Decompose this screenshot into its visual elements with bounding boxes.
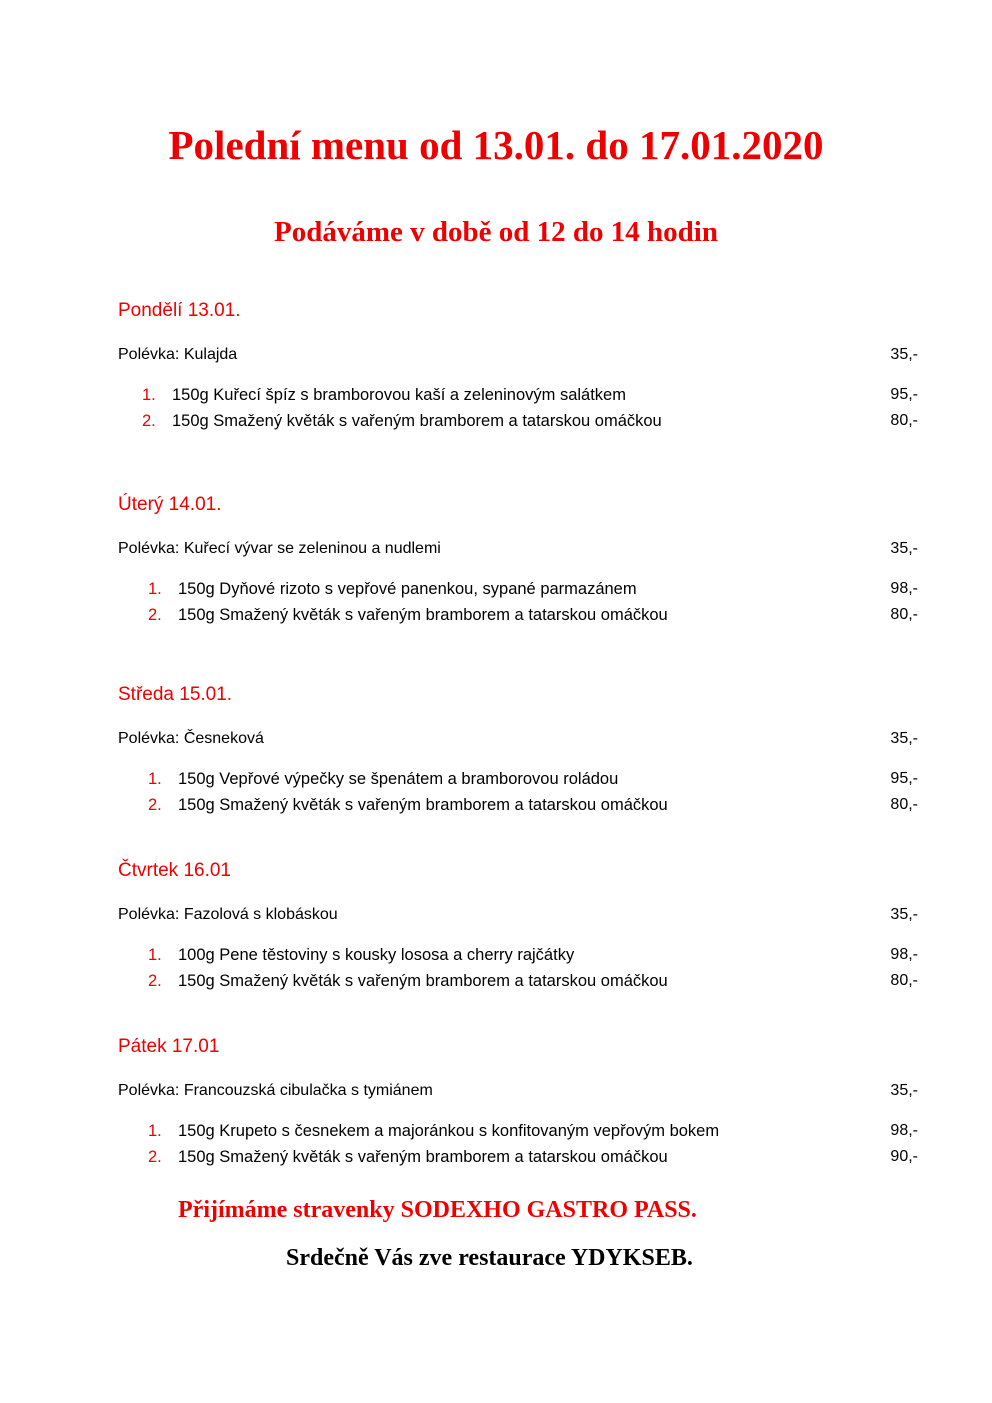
- meal-price: 95,-: [890, 386, 918, 403]
- meal-item: [118, 942, 918, 968]
- soup-row: [118, 538, 918, 560]
- meal-number: 2.: [148, 972, 162, 990]
- meal-price: 80,-: [890, 606, 918, 623]
- meal-text: 150g Smažený květák s vařeným bramborem a tatarskou omáčkou: [178, 606, 668, 624]
- meal-text: 150g Smažený květák s vařeným bramborem a tatarskou omáčkou: [178, 796, 668, 814]
- meal-list: [118, 576, 918, 628]
- meal-item: [118, 576, 918, 602]
- day-wednesday: [118, 682, 918, 818]
- meal-number: 1.: [148, 770, 162, 788]
- page-title: Polední menu od 13.01. do 17.01.2020: [168, 122, 824, 168]
- day-monday: [118, 298, 918, 434]
- meal-number: 1.: [148, 580, 162, 598]
- meal-item: [118, 792, 918, 818]
- meal-text: 150g Smažený květák s vařeným bramborem a tatarskou omáčkou: [172, 412, 662, 430]
- meal-text: 150g Krupeto s česnekem a majoránkou s konfitovaným vepřovým bokem: [178, 1122, 720, 1140]
- soup-text: Polévka: Francouzská cibulačka s tymiánem: [118, 1082, 433, 1099]
- meal-item: [118, 766, 918, 792]
- meal-text: 150g Kuřecí špíz s bramborovou kaší a zeleninovým salátkem: [172, 386, 626, 404]
- soup-row: [118, 344, 918, 366]
- meal-list: [118, 1118, 918, 1170]
- meal-list: [118, 766, 918, 818]
- meal-text: 150g Smažený květák s vařeným bramborem a tatarskou omáčkou: [178, 1148, 668, 1166]
- meal-item: [118, 602, 918, 628]
- day-title: Úterý 14.01.: [118, 494, 222, 515]
- meal-number: 2.: [148, 606, 162, 624]
- day-friday: [118, 1034, 918, 1170]
- meal-price: 80,-: [890, 796, 918, 813]
- meal-list: [118, 382, 918, 434]
- day-title: Pondělí 13.01.: [118, 300, 241, 321]
- soup-row: [118, 728, 918, 750]
- soup-text: Polévka: Fazolová s klobáskou: [118, 906, 338, 923]
- meal-item: [118, 408, 918, 434]
- meal-text: 100g Pene těstoviny s kousky lososa a cherry rajčátky: [178, 946, 575, 964]
- meal-item: [118, 1118, 918, 1144]
- meal-item: [118, 968, 918, 994]
- meal-item: [118, 1144, 918, 1170]
- meal-item: [118, 382, 918, 408]
- meal-text: 150g Smažený květák s vařeným bramborem a tatarskou omáčkou: [178, 972, 668, 990]
- meal-number: 2.: [148, 1148, 162, 1166]
- meal-text: 150g Dyňové rizoto s vepřové panenkou, sypané parmazánem: [178, 580, 637, 598]
- soup-text: Polévka: Kulajda: [118, 346, 238, 363]
- soup-price: 35,-: [890, 346, 918, 363]
- day-thursday: [118, 858, 918, 994]
- soup-text: Polévka: Česneková: [118, 730, 264, 747]
- meal-list: [118, 942, 918, 994]
- meal-number: 1.: [148, 946, 162, 964]
- day-title: Pátek 17.01: [118, 1036, 220, 1057]
- meal-number: 1.: [142, 386, 156, 404]
- meal-price: 98,-: [890, 1122, 918, 1139]
- soup-row: [118, 1080, 918, 1102]
- voucher-text: Přijímáme stravenky SODEXHO GASTRO PASS.: [178, 1197, 697, 1223]
- meal-text: 150g Vepřové výpečky se špenátem a bramborovou roládou: [178, 770, 619, 788]
- meal-price: 90,-: [890, 1148, 918, 1165]
- soup-row: [118, 904, 918, 926]
- meal-price: 98,-: [890, 580, 918, 597]
- soup-price: 35,-: [890, 730, 918, 747]
- meal-number: 2.: [142, 412, 156, 430]
- soup-price: 35,-: [890, 1082, 918, 1099]
- meal-number: 1.: [148, 1122, 162, 1140]
- day-title: Středa 15.01.: [118, 684, 233, 705]
- meal-price: 98,-: [890, 946, 918, 963]
- meal-price: 95,-: [890, 770, 918, 787]
- meal-price: 80,-: [890, 972, 918, 989]
- day-title: Čtvrtek 16.01: [118, 860, 231, 881]
- soup-price: 35,-: [890, 906, 918, 923]
- serving-hours: Podáváme v době od 12 do 14 hodin: [274, 216, 718, 248]
- meal-price: 80,-: [890, 412, 918, 429]
- meal-number: 2.: [148, 796, 162, 814]
- invitation-text: Srdečně Vás zve restaurace YDYKSEB.: [286, 1245, 693, 1271]
- day-tuesday: [118, 492, 918, 628]
- soup-text: Polévka: Kuřecí vývar se zeleninou a nudlemi: [118, 540, 441, 557]
- soup-price: 35,-: [890, 540, 918, 557]
